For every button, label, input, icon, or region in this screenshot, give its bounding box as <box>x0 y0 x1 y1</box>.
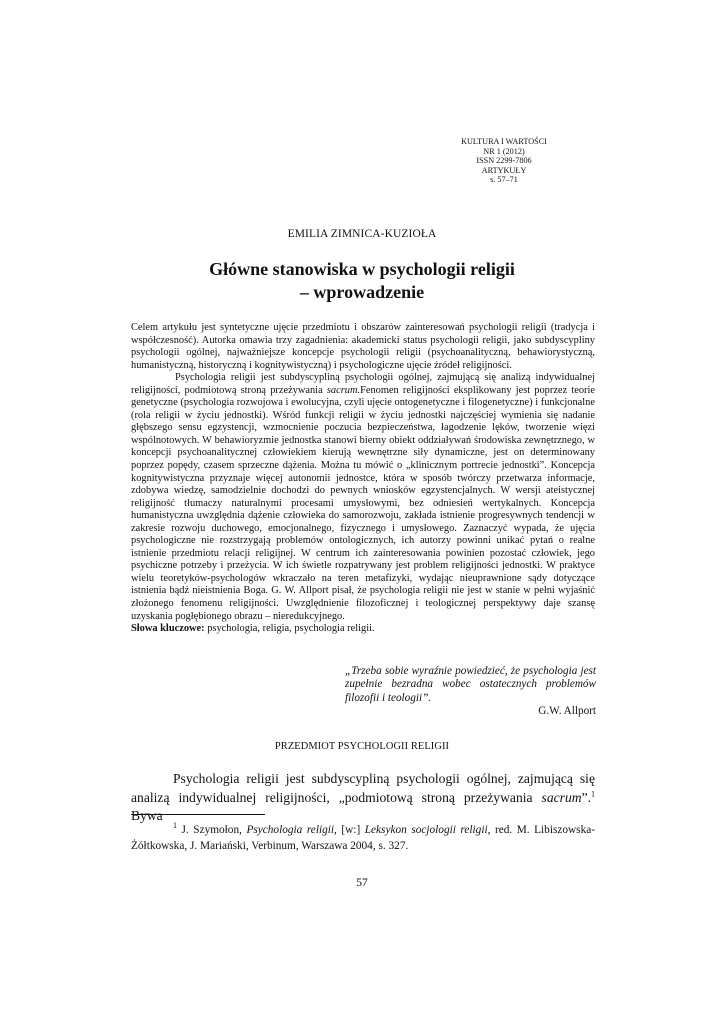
journal-name: KULTURA I WARTOŚCI <box>461 137 547 146</box>
body-text-start: Psychologia religii jest subdyscypliną psychologii ogólnej, zajmującą się analizą indywidualnej religijności, „podmiotową stroną przeżywania <box>131 771 595 805</box>
page-number: 57 <box>356 877 368 889</box>
body-paragraph <box>131 770 595 826</box>
footnote-reference[interactable]: 1 <box>591 788 595 798</box>
journal-issn: ISSN 2299-7806 <box>476 156 532 166</box>
keywords-label: Słowa kluczowe: <box>131 623 205 635</box>
body-text-end: Bywa <box>131 808 163 823</box>
journal-section: ARTYKUŁY <box>481 165 527 175</box>
epigraph <box>345 665 596 719</box>
epigraph-author: G.W. Allport <box>538 705 596 718</box>
body-sacrum: sacrum <box>541 789 582 805</box>
journal-pages: s. 57–71 <box>490 175 518 185</box>
body-text <box>131 770 595 826</box>
epigraph-text: „Trzeba sobie wyraźnie powiedzieć, że psychologia jest zupełnie bezradna wobec ostatecznych problemów filozofii i teologii”. <box>345 665 596 704</box>
abstract <box>131 322 595 636</box>
footnote-number: 1 <box>173 821 177 831</box>
footnote-title-1: Psychologia religii, <box>246 824 337 836</box>
abstract-sacrum: sacrum. <box>326 384 361 396</box>
keywords-list: psychologia, religia, psychologia religii. <box>204 623 375 635</box>
footnote-text-3: , red. M. Libiszowska-Żółtkowska, J. Mariański, Verbinum, Warszawa 2004, s. 327. <box>131 824 596 852</box>
abstract-text: Psychologia religii jest subdyscypliną psychologii ogólnej, zajmującą się analizą indywidualnej religijności, podmiotową stroną przeżywania <box>131 372 595 396</box>
footnote-title-2: Leksykon socjologii religii <box>364 824 488 836</box>
abstract-paragraph-1: Celem artykułu jest syntetyczne ujęcie przedmiotu i obszarów zainteresowań psychologii religii (tradycja i współczesność). Autorka omawia trzy zagadnienia: akademicki status psychologii religii, jako subdyscypliny psychologii ogólnej, najważniejsze koncepcje psychologii religii (psychoanalityczną, behawiorystyczną, humanistyczną, historyczną i kognitywistyczną) i psychologiczne ujęcie źródeł religijności. <box>131 322 595 371</box>
footnote-paragraph <box>131 823 595 854</box>
footnote <box>131 823 595 854</box>
footnote-separator <box>131 814 265 815</box>
journal-issue: NR 1 (2012) <box>483 146 525 156</box>
body-quote-close: ”. <box>581 789 591 805</box>
footnote-text: J. Szymołon, <box>177 824 247 836</box>
abstract-paragraph-2 <box>131 372 595 623</box>
abstract-text-continued: Fenomen religijności eksplikowany jest poprzez teorie genetyczne (psychologia rozwojowa i ewolucyjna, czyli ujęcie ontogenetyczne i filogenetyczne) i funkcjonalne (rola religii w życiu jednostki). Wśród funkcji religii w życiu jednostki najczęściej wymienia się nadanie głębszego sensu egzystencji, wzmocnienie poczucia bezpieczeństwa, łagodzenie lęków, tworzenie więzi wspólnotowych. W behawioryzmie jednostka stanowi bierny obiekt oddziaływań środowiska zewnętrznego, w koncepcji psychoanalitycznej człowiekiem kierują wewnętrzne siły dynamiczne, jest on determinowany poprzez popędy, czasem sprzeczne dążenia. Można tu mówić o „klinicznym portrecie jednostki”. Koncepcja kognitywistyczna przyznaje więcej autonomii jednostce, która w sposób twórczy przetwarza informacje, zdobywa wiedzę, samodzielnie dochodzi do pewnych wniosków egzystencjalnych. W wersji ateistycznej religijność tłumaczy naturalnymi procesami umysłowymi, bez odniesień wertykalnych. Koncepcja humanistyczna uwzględnia dążenie człowieka do samorozwoju, zakłada istnienie progresywnych tendencji w zakresie rozwoju duchowego, emocjonalnego, fizycznego i umysłowego. Zaznaczyć wypada, że ujęcia psychologiczne nie rozstrzygają problemów ontologicznych, ich autorzy powinni unikać pytań o realne istnienie przedmiotu relacji religijnej. W centrum ich zainteresowania powinien pozostać człowiek, jego psychiczne potrzeby i przeżycia. W ich świetle rozpatrywany jest problem religijności jednostki. W praktyce wielu teoretyków-psychologów wkraczało na teren metafizyki, wydając nieuprawnione sądy dotyczące istnienia bądź nieistnienia Boga. G. W. Allport pisał, że psychologia religii nie jest w stanie w pełni wyjaśnić złożonego fenomenu religijności. Uwzględnienie filozoficznej i teologicznej perspektywy daje szansę uzyskania pogłębionego obrazu – nieredukcyjnego. <box>131 384 595 622</box>
title-line-1: Główne stanowiska w psychologii religii <box>209 259 515 279</box>
journal-info <box>434 137 574 185</box>
keywords <box>131 623 595 636</box>
author-name: EMILIA ZIMNICA-KUZIOŁA <box>287 228 437 240</box>
footnote-text-2: [w:] <box>336 824 365 836</box>
title-line-2: – wprowadzenie <box>299 282 425 302</box>
article-title <box>0 258 724 304</box>
section-heading: PRZEDMIOT PSYCHOLOGII RELIGII <box>274 741 450 752</box>
